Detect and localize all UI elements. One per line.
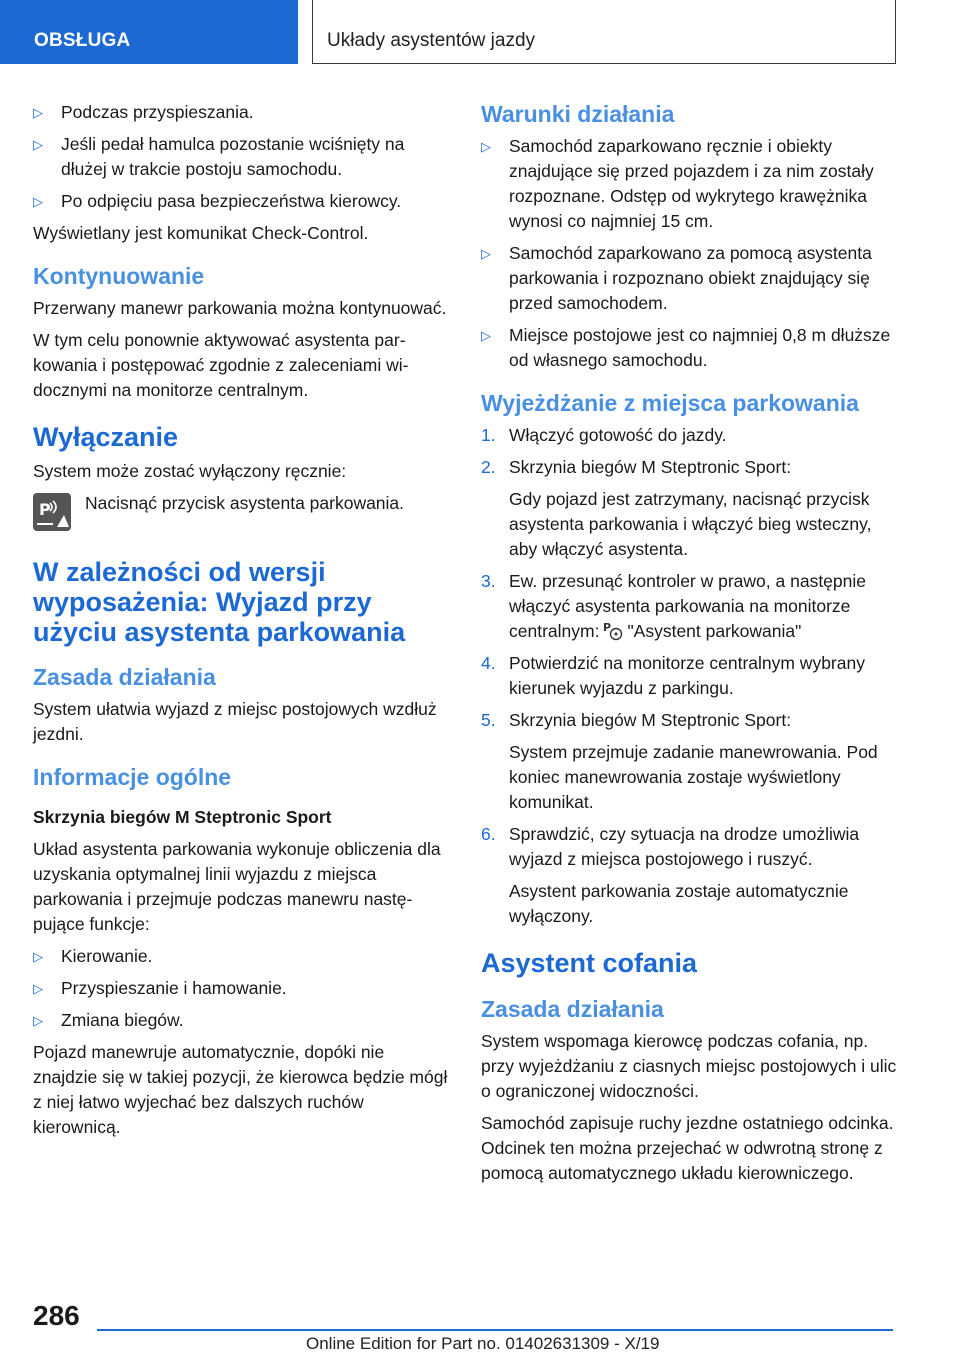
step-number: 1.	[481, 425, 496, 445]
step-number: 4.	[481, 653, 496, 673]
paragraph: Przerwany manewr parkowania można kontynuować.	[33, 298, 447, 318]
list-item: ▷ Miejsce postojowe jest co najmniej 0,8 m dłuższe od własnego samochodu.	[481, 323, 899, 373]
paragraph: Układ asystenta parkowania wykonuje obliczenia dla uzyskania optymalnej linii wyjazdu z miejsca parkowania i przejmuje podczas manewru następujące funkcje:	[33, 839, 441, 934]
step-text: Włączyć gotowość do jazdy.	[509, 425, 727, 445]
header-title-box	[312, 0, 896, 64]
heading-wyjezdzanie: Wyjeżdżanie z miejsca parkowania	[481, 390, 859, 416]
header-title: Układy asystentów jazdy	[327, 30, 536, 51]
list-item: ▷ Kierowanie.	[33, 944, 451, 969]
heading-zasada-cofania: Zasada działania	[481, 996, 664, 1022]
list-item: ▷ Samochód zaparkowano za pomocą asystenta parkowania i rozpoznano obiekt znajdujący się przed samochodem.	[481, 241, 899, 316]
paragraph: System ułatwia wyjazd z miejsc postojowych wzdłuż jezdni.	[33, 699, 437, 744]
parking-button-instruction	[33, 491, 451, 531]
step-2	[481, 455, 899, 480]
heading-asystent-cofania: Asystent cofania	[481, 948, 698, 978]
step-5-detail: System przejmuje zadanie manewrowania. Pod koniec manewrowania zostaje wyświetlony komunikat.	[509, 742, 878, 812]
step-text-menu: "Asystent parkowania"	[627, 621, 802, 641]
step-6-detail: Asystent parkowania zostaje automatycznie wyłączony.	[509, 881, 849, 926]
paragraph: System może zostać wyłączony ręcznie:	[33, 461, 347, 481]
step-1	[481, 423, 899, 448]
step-text: Ew. przesunąć kontroler w prawo, a następnie włączyć asystenta parkowania na monitorze centralnym:	[509, 571, 866, 641]
list-item: ▷ Przyspieszanie i hamowanie.	[33, 976, 451, 1001]
list-item: ▷ Zmiana biegów.	[33, 1008, 451, 1033]
footer-text: Online Edition for Part no. 01402631309 - X/19	[306, 1334, 660, 1353]
heading-wyjazd: W zależności od wersji wyposażenia: Wyjazd przy użyciu asystenta parkowania	[33, 557, 406, 647]
paragraph: Wyświetlany jest komunikat Check-Control.	[33, 223, 369, 243]
step-number: 5.	[481, 710, 496, 730]
step-number: 3.	[481, 571, 496, 591]
heading-warunki: Warunki działania	[481, 101, 675, 127]
left-column	[33, 100, 451, 1147]
heading-zasada: Zasada działania	[33, 664, 216, 690]
header-section-label: OBSŁUGA	[34, 30, 131, 51]
step-4	[481, 651, 899, 701]
heading-informacje: Informacje ogólne	[33, 764, 232, 790]
list-item: ▷ Jeśli pedał hamulca pozostanie wciśnięty na dłużej w trakcie postoju samochodu.	[33, 132, 451, 182]
page-number: 286	[33, 1300, 80, 1331]
header-section	[0, 0, 298, 64]
step-5	[481, 708, 899, 733]
parking-assistant-icon	[602, 619, 624, 641]
step-text: Potwierdzić na monitorze centralnym wybrany kierunek wyjazdu z parkingu.	[509, 653, 865, 698]
step-number: 6.	[481, 824, 496, 844]
subheading-skrzynia: Skrzynia biegów M Steptronic Sport	[33, 807, 332, 827]
step-2-detail: Gdy pojazd jest zatrzymany, nacisnąć przycisk asystenta parkowania i włączyć bieg wsteczny, aby włączyć asystenta.	[509, 489, 872, 559]
heading-wylaczanie: Wyłączanie	[33, 422, 179, 452]
step-text: Sprawdzić, czy sytuacja na drodze umożliwia wyjazd z miejsca postojowego i ruszyć.	[509, 824, 860, 869]
step-text: Skrzynia biegów M Steptronic Sport:	[509, 710, 792, 730]
step-text: Skrzynia biegów M Steptronic Sport:	[509, 457, 792, 477]
paragraph: W tym celu ponownie aktywować asystenta parkowania i postępować zgodnie z zaleceniami widocznymi na monitorze centralnym.	[33, 330, 409, 400]
paragraph: Pojazd manewruje automatycznie, dopóki nie znajdzie się w takiej pozycji, że kierowca będzie mógł z niej łatwo wyjechać bez dalszych ruchów kierownicą.	[33, 1042, 448, 1137]
list-item: ▷ Samochód zaparkowano ręcznie i obiekty znajdujące się przed pojazdem i za nim zostały rozpoznane. Odstęp od wykrytego krawężnika wynosi co najmniej 15 cm.	[481, 134, 899, 234]
step-number: 2.	[481, 457, 496, 477]
list-item: ▷ Po odpięciu pasa bezpieczeństwa kierowcy.	[33, 189, 451, 214]
paragraph: Samochód zapisuje ruchy jezdne ostatniego odcinka. Odcinek ten można przejechać w odwrotną stronę z pomocą automatycznego układu kierowniczego.	[481, 1113, 894, 1183]
step-3	[481, 569, 899, 644]
step-6	[481, 822, 899, 872]
paragraph: Nacisnąć przycisk asystenta parkowania.	[85, 493, 405, 513]
footer-divider	[97, 1329, 893, 1331]
svg-text:P: P	[603, 621, 612, 634]
right-column	[481, 100, 899, 1193]
svg-text:P: P	[39, 500, 51, 519]
paragraph: System wspomaga kierowcę podczas cofania, np. przy wyjeżdżaniu z ciasnych miejsc postojowych i ulic o ograniczonej widoczności.	[481, 1031, 897, 1101]
list-item: ▷ Podczas przyspieszania.	[33, 100, 451, 125]
parking-assistant-icon	[33, 493, 71, 531]
heading-kontynuowanie: Kontynuowanie	[33, 263, 205, 289]
